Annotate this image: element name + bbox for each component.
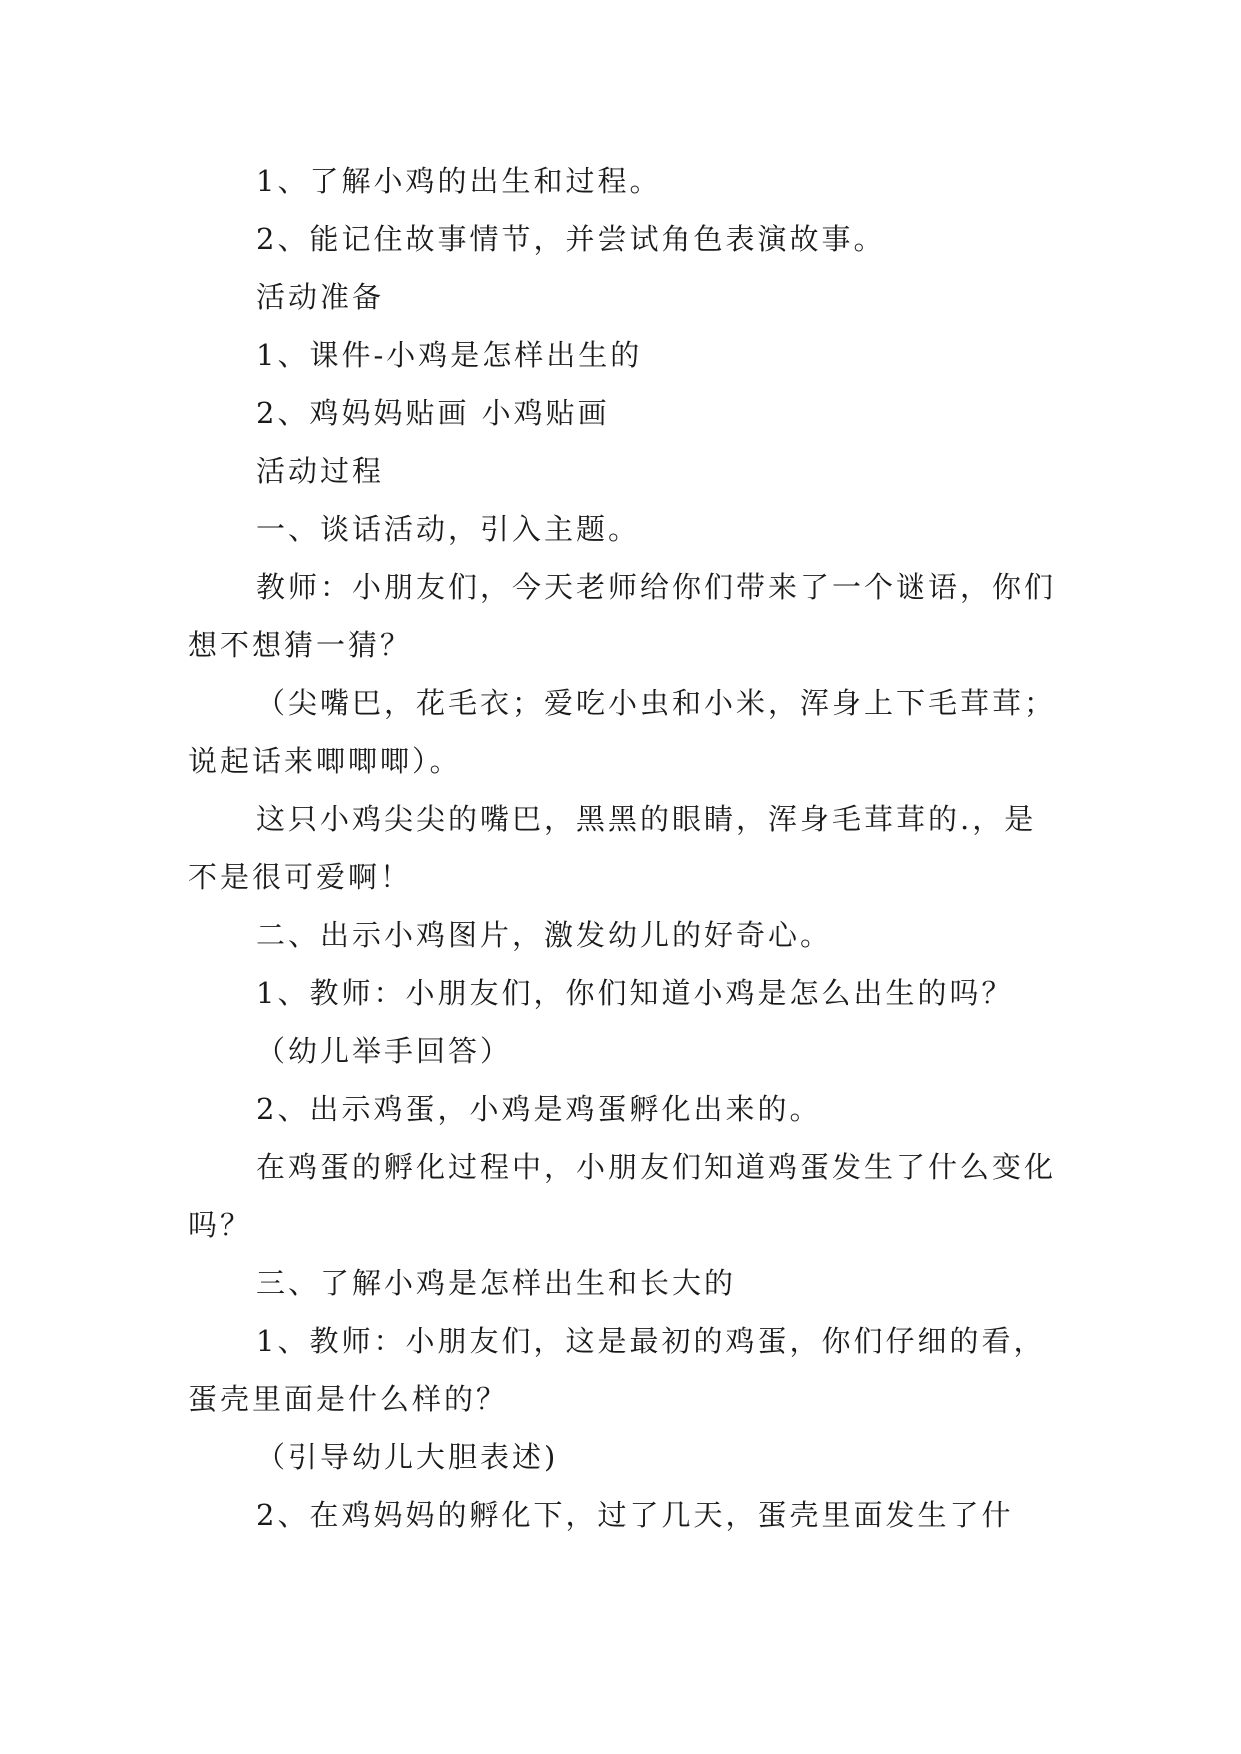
paragraph-step-1: 一、谈话活动，引入主题。 [256,512,641,546]
heading-preparation: 活动准备 [256,280,385,314]
paragraph-guide-children: （引导幼儿大胆表述) [256,1440,559,1474]
paragraph-prep-2: 2、鸡妈妈贴画 小鸡贴画 [256,396,610,430]
paragraph-hatching: 2、在鸡妈妈的孵化下，过了几天，蛋壳里面发生了什 [256,1498,1014,1532]
paragraph-teacher-question: 1、教师：小朋友们，你们知道小鸡是怎么出生的吗？ [256,976,1014,1010]
paragraph-goal-1: 1、了解小鸡的出生和过程。 [256,164,662,198]
paragraph-egg-change: 在鸡蛋的孵化过程中，小朋友们知道鸡蛋发生了什么变化吗？ [188,1150,1057,1242]
paragraph-step-2: 二、出示小鸡图片，激发幼儿的好奇心。 [256,918,833,952]
paragraph-prep-1: 1、课件-小鸡是怎样出生的 [256,338,643,372]
paragraph-teacher-riddle: 教师：小朋友们，今天老师给你们带来了一个谜语，你们想不想猜一猜？ [188,570,1057,662]
heading-process: 活动过程 [256,454,385,488]
document-body [188,152,1058,1544]
paragraph-show-egg: 2、出示鸡蛋，小鸡是鸡蛋孵化出来的。 [256,1092,822,1126]
paragraph-children-answer: （幼儿举手回答） [256,1034,513,1068]
paragraph-step-3: 三、了解小鸡是怎样出生和长大的 [256,1266,737,1300]
paragraph-initial-egg: 1、教师：小朋友们，这是最初的鸡蛋，你们仔细的看，蛋壳里面是什么样的？ [188,1324,1046,1416]
paragraph-chick-description: 这只小鸡尖尖的嘴巴，黑黑的眼睛，浑身毛茸茸的.，是不是很可爱啊！ [188,802,1037,894]
paragraph-riddle-text: （尖嘴巴，花毛衣；爱吃小虫和小米，浑身上下毛茸茸；说起话来唧唧唧）。 [188,686,1057,778]
paragraph-goal-2: 2、能记住故事情节，并尝试角色表演故事。 [256,222,886,256]
